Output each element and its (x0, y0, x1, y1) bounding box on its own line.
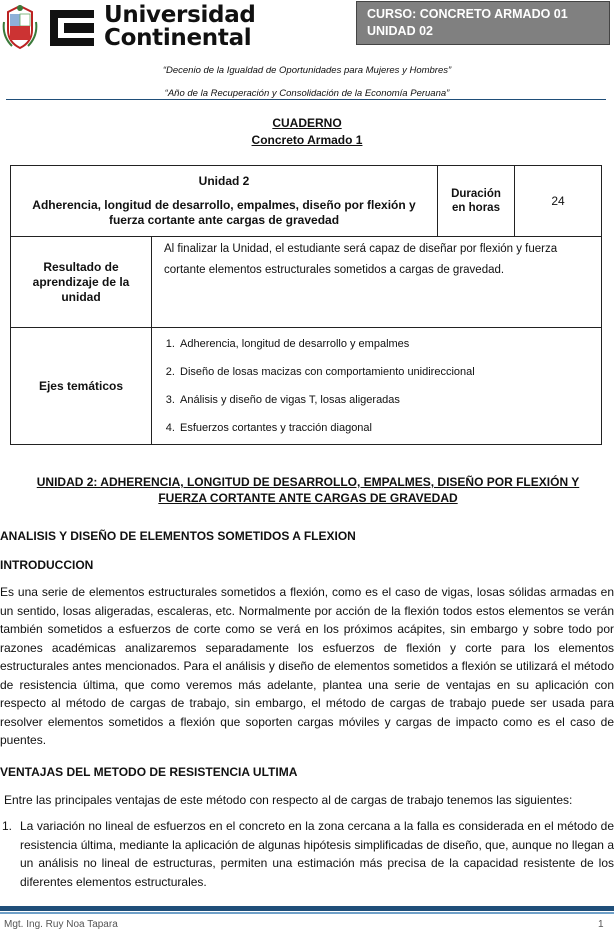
duration-label-cell (438, 166, 515, 237)
course-name: CURSO: CONCRETO ARMADO 01 (367, 7, 568, 21)
footer-bar-light (0, 912, 614, 914)
result-row (11, 237, 602, 328)
course-label-box (356, 1, 610, 45)
motto-decade: “Decenio de la Igualdad de Oportunidades para Mujeres y Hombres” (162, 65, 452, 76)
intro-paragraph: Es una serie de elementos estructurales sometidos a flexión, como es el caso de vigas, losas sólidas armadas en un sentido, losas aligeradas, escaleras, etc. Normalmente por acción de la flexión todos estos elementos se verán también sometidos a esfuerzos de corte como se verá en los próximos acápites, sin embargo y sobre todo por razones académicas analizaremos separadamente los esfuerzos de flexión y corte para los elementos estructurales antes mencionados. Para el análisis y diseño de elementos sometidos a flexión se utilizará el método de resistencia última, que como veremos más adelante, plantea una serie de ventajas en su aplicación con respecto al método de cargas de trabajo, sin embargo, el método de cargas de trabajo puede ser usada para resolver elementos sometidos a flexión que soporten cargas móviles y cargas de impacto como es el caso de puentes. (0, 585, 614, 747)
unit-label: Unidad 2 (198, 174, 250, 188)
unit-heading: UNIDAD 2: ADHERENCIA, LONGITUD DE DESARROLLO, EMPALMES, DISEÑO POR FLEXIÓN Y FUERZA CORTANTE ANTE CARGAS DE GRAVEDAD (36, 475, 580, 505)
logo-line-1: Universidad (104, 2, 256, 28)
university-logo-text (104, 4, 256, 50)
peru-coat-of-arms-icon (2, 4, 38, 50)
eje-item: 2. Diseño de losas macizas con comportamiento unidireccional (178, 358, 595, 386)
header-divider (6, 99, 606, 100)
motto-year: “Año de la Recuperación y Consolidación de la Economía Peruana” (164, 88, 450, 99)
logo-line-2: Continental (104, 25, 252, 51)
unit-header-row (11, 166, 602, 237)
page-number: 1 (598, 919, 604, 930)
eje-item: 1. Adherencia, longitud de desarrollo y empalmes (178, 330, 595, 358)
duration-value: 24 (551, 194, 565, 208)
result-text-cell (152, 237, 602, 328)
unit-title-cell (11, 166, 438, 237)
course-unit: UNIDAD 02 (367, 24, 433, 38)
advantage-number: 1. (2, 819, 13, 833)
intro-heading: INTRODUCCION (0, 558, 94, 572)
duration-label: Duración en horas (451, 188, 501, 214)
eje-item: 4. Esfuerzos cortantes y tracción diagonal (178, 414, 595, 442)
ejes-label: Ejes temáticos (38, 379, 124, 393)
result-label: Resultado de aprendizaje de la unidad (32, 259, 130, 304)
footer-author: Mgt. Ing. Ruy Noa Tapara (4, 919, 118, 930)
ejes-label-cell (11, 328, 152, 445)
result-label-cell (11, 237, 152, 328)
ejes-list (158, 330, 595, 442)
result-text: Al finalizar la Unidad, el estudiante será capaz de diseñar por flexión y fuerza cortante elementos estructurales sometidos a cargas de gravedad. (164, 243, 558, 276)
unit-summary-table (10, 165, 602, 445)
footer-bar (0, 906, 614, 911)
continental-logo-icon (44, 8, 96, 48)
eje-item: 3. Análisis y diseño de vigas T, losas aligeradas (178, 386, 595, 414)
unit-title: Adherencia, longitud de desarrollo, empalmes, diseño por flexión y fuerza cortante ante cargas de gravedad (32, 198, 416, 227)
document-title: CUADERNO (272, 116, 342, 130)
ejes-list-cell (152, 328, 602, 445)
duration-value-cell (515, 166, 602, 237)
advantages-heading: VENTAJAS DEL METODO DE RESISTENCIA ULTIMA (0, 765, 298, 779)
document-subtitle: Concreto Armado 1 (251, 133, 363, 147)
advantages-intro: Entre las principales ventajas de este método con respecto al de cargas de trabajo tenemos las siguientes: (4, 793, 573, 807)
section-heading: ANALISIS Y DISEÑO DE ELEMENTOS SOMETIDOS A FLEXION (0, 529, 356, 543)
advantage-item: La variación no lineal de esfuerzos en el concreto en la zona cercana a la falla es considerada en el método de resistencia última, mediante la aplicación de algunas hipótesis simplificadas de diseño, que, aunque no llegan a un análisis no lineal de estructuras, permiten una estimación más precisa de la capacidad resistente de los diferentes elementos estructurales. (20, 819, 614, 889)
ejes-row (11, 328, 602, 445)
